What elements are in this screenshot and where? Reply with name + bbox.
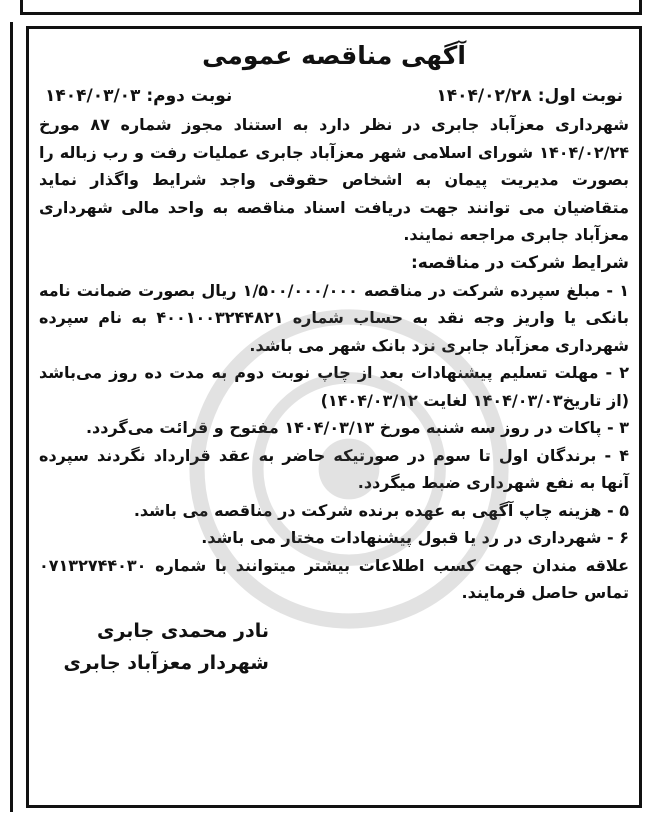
tender-notice: [26, 26, 642, 808]
previous-ad-border: [20, 0, 642, 15]
signer-name: نادر محمدی جابری: [97, 619, 269, 642]
condition-item: ۳ - پاکات در روز سه شنبه مورخ ۱۴۰۴/۰۳/۱۳ مفتوح و قرائت می‌گردد.: [85, 418, 629, 437]
notice-title: آگهی مناقصه عمومی: [202, 41, 466, 70]
conditions-heading: شرایط شرکت در مناقصه:: [411, 252, 629, 273]
contact-info: علاقه مندان جهت کسب اطلاعات بیشتر میتوانند با شماره ۰۷۱۳۲۷۴۴۰۳۰ تماس حاصل فرمایند.: [39, 555, 629, 602]
conditions-list: [39, 277, 629, 552]
condition-item: ۲ - مهلت تسلیم پیشنهادات بعد از چاپ نوبت دوم به مدت ده روز می‌باشد (از تاریخ۱۴۰۴/۰۳/۰۳ لغایت ۱۴۰۴/۰۳/۱۲): [39, 363, 629, 410]
condition-item: ۴ - برندگان اول تا سوم در صورتیکه حاضر به عقد قرارداد نگردند سپرده آنها به نفع شهرداری ضبط میگردد.: [39, 445, 629, 492]
publication-rounds: [39, 81, 629, 111]
adjacent-ad-border: [0, 22, 13, 812]
signer-title: شهردار معزآباد جابری: [63, 651, 269, 674]
second-round-date: نوبت دوم: ۱۴۰۴/۰۳/۰۳: [45, 86, 233, 106]
condition-item: ۱ - مبلغ سپرده شرکت در مناقصه ۱/۵۰۰/۰۰۰/۰۰۰ ریال بصورت ضمانت نامه بانکی یا واریز وجه نقد به حساب شماره ۴۰۰۱۰۰۳۲۴۴۸۲۱ به نام سپرده شهرداری معزآباد جابری نزد بانک شهر می باشد.: [39, 280, 630, 355]
first-round-date: نوبت اول: ۱۴۰۴/۰۲/۲۸: [436, 86, 623, 106]
notice-intro: شهرداری معزآباد جابری در نظر دارد به استناد مجوز شماره ۸۷ مورخ ۱۴۰۴/۰۲/۲۴ شورای اسلامی شهر معزآباد جابری عملیات رفت و رب زباله را بصورت مدیریت پیمان به اشخاص حقوقی واجد شرایط واگذار نماید متقاضیان می توانند جهت دریافت اسناد مناقصه به واحد مالی شهرداری معزآباد جابری مراجعه نمایند.: [39, 115, 630, 244]
condition-item: ۶ - شهرداری در رد یا قبول پیشنهادات مختار می باشد.: [201, 528, 629, 547]
signature-block: [39, 615, 629, 679]
condition-item: ۵ - هزینه چاپ آگهی به عهده برنده شرکت در مناقصه می باشد.: [133, 500, 629, 520]
